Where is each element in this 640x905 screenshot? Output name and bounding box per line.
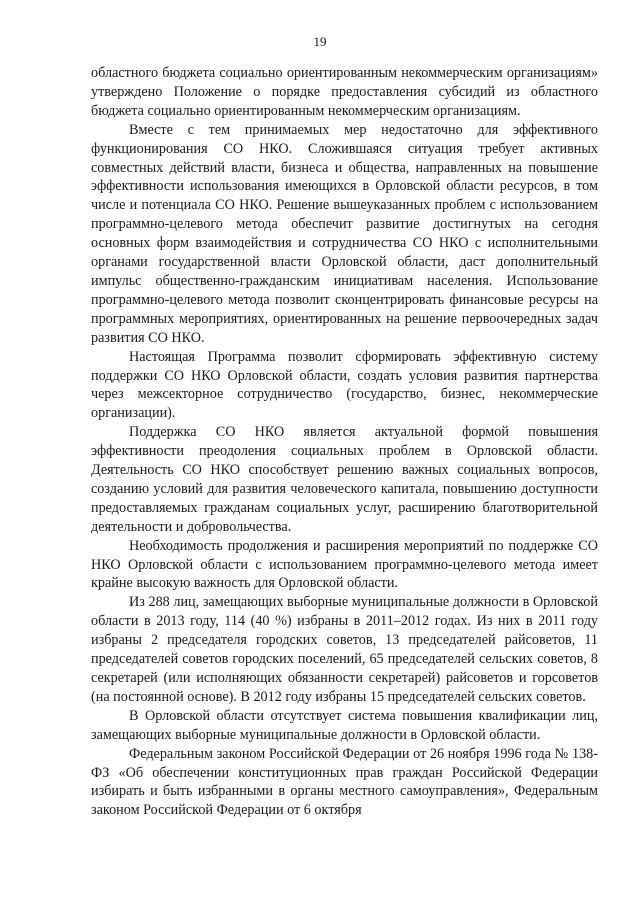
paragraph: Настоящая Программа позволит сформировать эффективную систему поддержки СО НКО Орловской области, создать условия развития партнерства через межсекторное сотрудничество (государство, бизнес, некоммерческие организации). xyxy=(91,348,598,422)
paragraph: Поддержка СО НКО является актуальной формой повышения эффективности преодоления социальных проблем в Орловской области. Деятельность СО НКО способствует решению важных социальных вопросов, созданию условий для развития человеческого капитала, повышению доступности предоставляемых гражданам социальных услуг, расширению благотворительной деятельности и добровольчества. xyxy=(91,424,598,535)
paragraph: В Орловской области отсутствует система повышения квалификации лиц, замещающих выборные муниципальные должности в Орловской области. xyxy=(91,707,598,743)
body-text xyxy=(91,64,598,820)
paragraph: Необходимость продолжения и расширения мероприятий по поддержке СО НКО Орловской области с использованием программно-целевого метода имеет крайне высокую важность для Орловской области. xyxy=(91,537,598,592)
paragraph: Из 288 лиц, замещающих выборные муниципальные должности в Орловской области в 2013 году, 114 (40 %) избраны в 2011–2012 годах. Из них в 2011 году избраны 2 председателя городских советов, 13 председателей райсоветов, 11 председателей советов городских поселений, 65 председателей сельских советов, 8 секретарей (или исполняющих обязанности секретарей) райсоветов и горсоветов (на постоянной основе). В 2012 году избраны 15 председателей сельских советов. xyxy=(91,594,598,705)
paragraph: областного бюджета социально ориентированным некоммерческим организациям» утверждено Положение о порядке предоставления субсидий из областного бюджета социально ориентированным некоммерческим организациям. xyxy=(91,65,598,119)
page-number: 19 xyxy=(313,34,327,49)
paragraph: Федеральным законом Российской Федерации от 26 ноября 1996 года № 138-ФЗ «Об обеспечении конституционных прав граждан Российской Федерации избирать и быть избранными в органы местного самоуправления», Федеральным законом Российской Федерации от 6 октября xyxy=(91,745,598,819)
paragraph: Вместе с тем принимаемых мер недостаточно для эффективного функционирования СО НКО. Сложившаяся ситуация требует активных совместных действий власти, бизнеса и общества, направленных на повышение эффективности использования имеющихся в Орловской области ресурсов, в том числе и потенциала СО НКО. Решение вышеуказанных проблем с использованием программно-целевого метода обеспечит развитие достигнутых на сегодня основных форм взаимодействия и сотрудничества СО НКО с исполнительными органами государственной власти Орловской области, даст дополнительный импульс общественно-гражданским инициативам населения. Использование программно-целевого метода позволит сконцентрировать финансовые ресурсы на программных мероприятиях, ориентированных на решение первоочередных задач развития СО НКО. xyxy=(91,121,598,346)
